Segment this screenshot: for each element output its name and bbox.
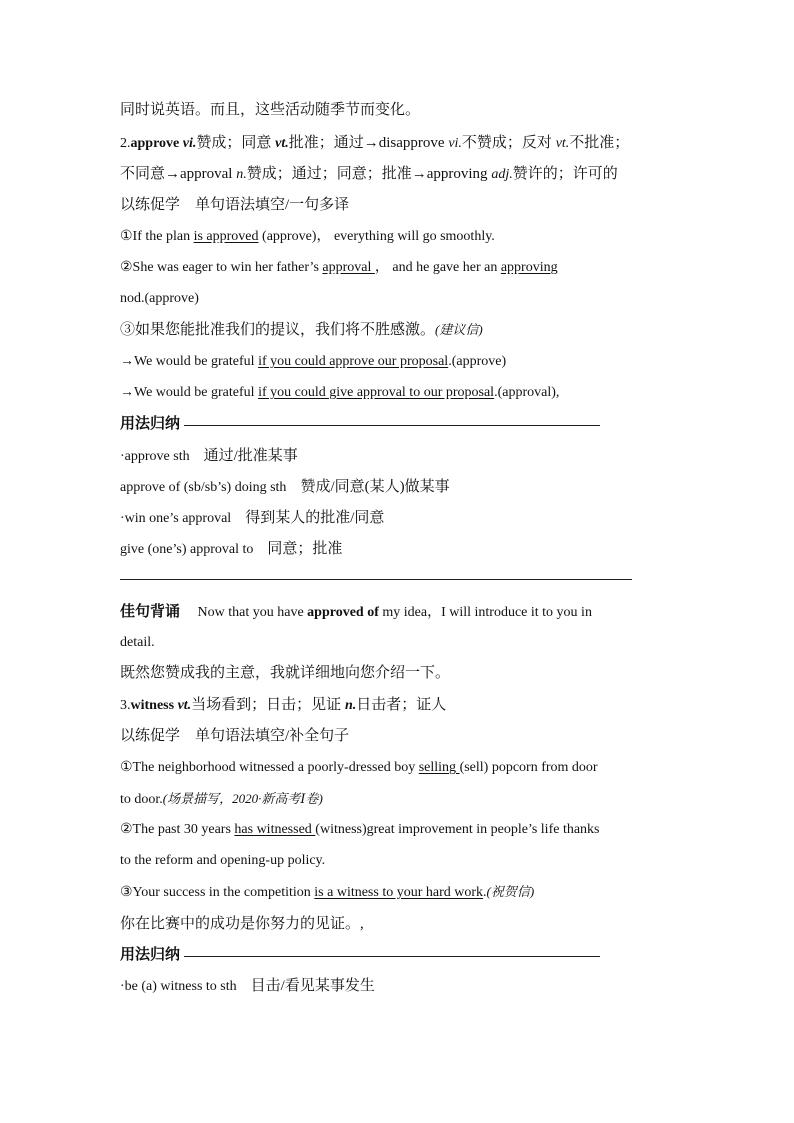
usage-item: ·win one’s approval 得到某人的批准/同意 <box>120 510 385 526</box>
exercise-1-cont: to door.(场景描写，2020·新高考Ⅰ卷) <box>120 791 323 807</box>
exercise-3: ③Your success in the competition is a witness to your hard work.(祝贺信) <box>120 884 535 900</box>
usage-item: give (one’s) approval to 同意；批准 <box>120 541 343 557</box>
exercise-2: ②The past 30 years has witnessed (witness)great improvement in people’s life thanks <box>120 822 600 837</box>
usage-heading: 用法归纳 <box>120 947 181 963</box>
exercise-2-cont: to the reform and opening-up policy. <box>120 853 326 868</box>
usage-item: approve of (sb/sb’s) doing sth 赞成/同意(某人)做某事 <box>120 479 450 495</box>
answer: selling <box>418 760 460 775</box>
practice-heading: 以练促学 单句语法填空/一句多译 <box>120 197 350 213</box>
answer: has witnessed <box>234 822 316 837</box>
section-rule <box>120 579 632 580</box>
exercise-2-cont: nod.(approve) <box>120 291 199 306</box>
intro-line: 同时说英语。而且，这些活动随季节而变化。 <box>120 102 421 118</box>
usage-heading: 用法归纳 <box>120 416 181 432</box>
heading-rule <box>184 956 600 957</box>
answer: if you could give approval to our proposal <box>258 385 495 400</box>
exercise-2: ②She was eager to win her father’s approval ， and he gave her an approving <box>120 260 558 275</box>
answer: approval <box>322 260 375 275</box>
practice-heading: 以练促学 单句语法填空/补全句子 <box>120 728 350 744</box>
exercise-3: ③如果您能批准我们的提议，我们将不胜感激。(建议信) <box>120 322 483 338</box>
entry-approve-header: 2.approve vi.赞成；同意 vt.批准；通过→disapprove vi.不赞成；反对 vt.不批准； <box>120 135 630 151</box>
answer: if you could approve our proposal <box>258 354 449 369</box>
entry-approve-header-cont: 不同意→approval n.赞成；通过；同意；批准→approving adj.赞许的；许可的 <box>120 166 618 182</box>
sentence-cn: 既然您赞成我的主意，我就详细地向您介绍一下。 <box>120 665 451 681</box>
entry-witness-header: 3.witness vt.当场看到；日击；见证 n.日击者；证人 <box>120 697 447 713</box>
exercise-3b: →We would be grateful if you could give approval to our proposal.(approval), <box>120 385 560 400</box>
answer: is approved <box>193 229 259 244</box>
exercise-1: ①If the plan is approved (approve)， everything will go smoothly. <box>120 229 495 244</box>
usage-item: ·be (a) witness to sth 目击/看见某事发生 <box>120 978 375 994</box>
sentence-line: 佳句背诵 Now that you have approved of my idea，I will introduce it to you in <box>120 604 592 620</box>
sentence-cont: detail. <box>120 635 155 650</box>
exercise-3-cn: 你在比赛中的成功是你努力的见证。, <box>120 916 364 932</box>
exercise-1: ①The neighborhood witnessed a poorly-dressed boy selling (sell) popcorn from door <box>120 760 598 775</box>
answer: is a witness to your hard work <box>314 885 484 900</box>
heading-rule <box>184 425 600 426</box>
exercise-3a: →We would be grateful if you could approve our proposal.(approve) <box>120 354 507 369</box>
usage-item: ·approve sth 通过/批准某事 <box>120 448 298 464</box>
answer: approving <box>500 260 558 275</box>
